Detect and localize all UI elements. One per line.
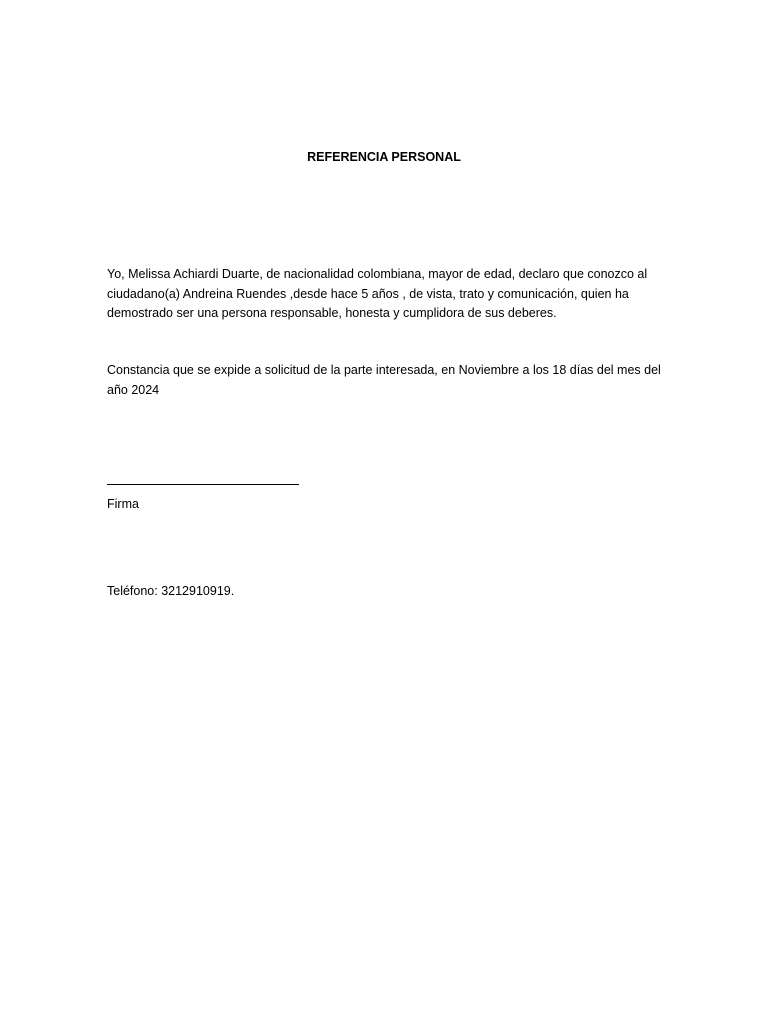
certificate-paragraph: Constancia que se expide a solicitud de la parte interesada, en Noviembre a los 18 días del mes del año 2024: [107, 363, 661, 397]
declaration-paragraph: Yo, Melissa Achiardi Duarte, de nacionalidad colombiana, mayor de edad, declaro que conozco al ciudadano(a) Andreina Ruendes ,desde hace 5 años , de vista, trato y comunicación, quien ha demostrado ser una persona responsable, honesta y cumplidora de sus deberes.: [107, 267, 648, 320]
signature-label: Firma: [107, 497, 139, 511]
signature-line: [107, 476, 299, 485]
phone-number: Teléfono: 3212910919.: [107, 584, 235, 598]
document-title: REFERENCIA PERSONAL: [307, 150, 461, 164]
